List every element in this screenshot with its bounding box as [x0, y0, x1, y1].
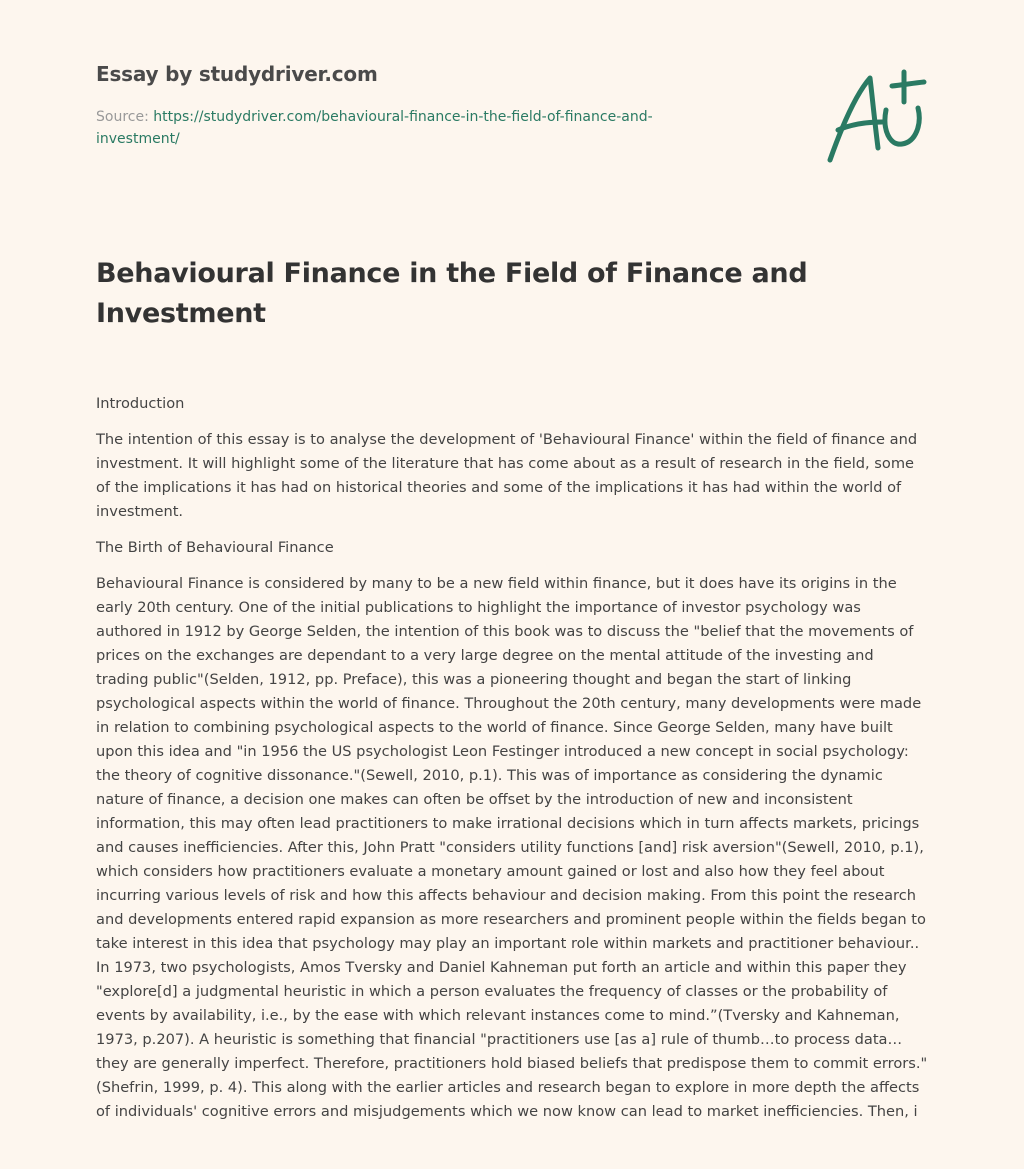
brand-title: Essay by studydriver.com — [96, 62, 378, 86]
source-line — [96, 106, 736, 150]
section-heading: The Birth of Behavioural Finance — [96, 539, 334, 556]
a-plus-logo-icon — [820, 64, 930, 168]
document-title: Behavioural Finance in the Field of Finance and Investment — [96, 258, 808, 329]
paragraph: Behavioural Finance is considered by many to be a new field within finance, but it does have its origins in the early 20th century. One of the initial publications to highlight the importance of investor psychology was authored in 1912 by George Selden, the intention of this book was to discuss the "belief that the movements of prices on the exchanges are dependant to a very large degree on the mental attitude of the investing and trading public"(Selden, 1912, pp. Preface), this was a pioneering thought and began the start of linking psychological aspects within the world of finance. Throughout the 20th century, many developments were made in relation to combining psychological aspects to the world of finance. Since George Selden, many have built upon this idea and "in 1956 the US psychologist Leon Festinger introduced a new concept in social psychology: the theory of cognitive dissonance."(Sewell, 2010, p.1). This was of importance as considering the dynamic nature of finance, a decision one makes can often be offset by the introduction of new and inconsistent information, this may often lead practitioners to make irrational decisions which in turn affects markets, pricings and causes inefficiencies. After this, John Pratt "considers utility functions [and] risk aversion"(Sewell, 2010, p.1), which considers how practitioners evaluate a monetary amount gained or lost and also how they feel about incurring various levels of risk and how this affects behaviour and decision making. From this point the research and developments entered rapid expansion as more researchers and prominent people within the fields began to take interest in this idea that psychology may play an important role within markets and practitioner behaviour.. In 1973, two psychologists, Amos Tversky and Daniel Kahneman put forth an article and within this paper they "explore[d] a judgmental heuristic in which a person evaluates the frequency of classes or the probability of events by availability, i.e., by the ease with which relevant instances come to mind.”(Tversky and Kahneman, 1973, p.207). A heuristic is something that financial "practitioners use [as a] rule of thumb…to process data… they are generally imperfect. Therefore, practitioners hold biased beliefs that predispose them to commit errors."(Shefrin, 1999, p. 4). This along with the earlier articles and research began to explore in more depth the affects of individuals' cognitive errors and misjudgements which we now know can lead to market inefficiencies. Then, i — [96, 575, 928, 1120]
source-link[interactable]: https://studydriver.com/behavioural-finance-in-the-field-of-finance-and-investment/ — [96, 109, 653, 147]
section-birth-of-behavioural-finance — [96, 536, 928, 1124]
document-header — [96, 62, 736, 150]
source-label: Source: — [96, 109, 154, 125]
paragraph: The intention of this essay is to analyse the development of 'Behavioural Finance' within the field of finance and investment. It will highlight some of the literature that has come about as a result of research in the field, some of the implications it has had on historical theories and some of the implications it has had within the world of investment. — [96, 431, 918, 520]
document-body — [96, 392, 928, 1136]
section-introduction — [96, 392, 928, 524]
section-heading: Introduction — [96, 395, 185, 412]
